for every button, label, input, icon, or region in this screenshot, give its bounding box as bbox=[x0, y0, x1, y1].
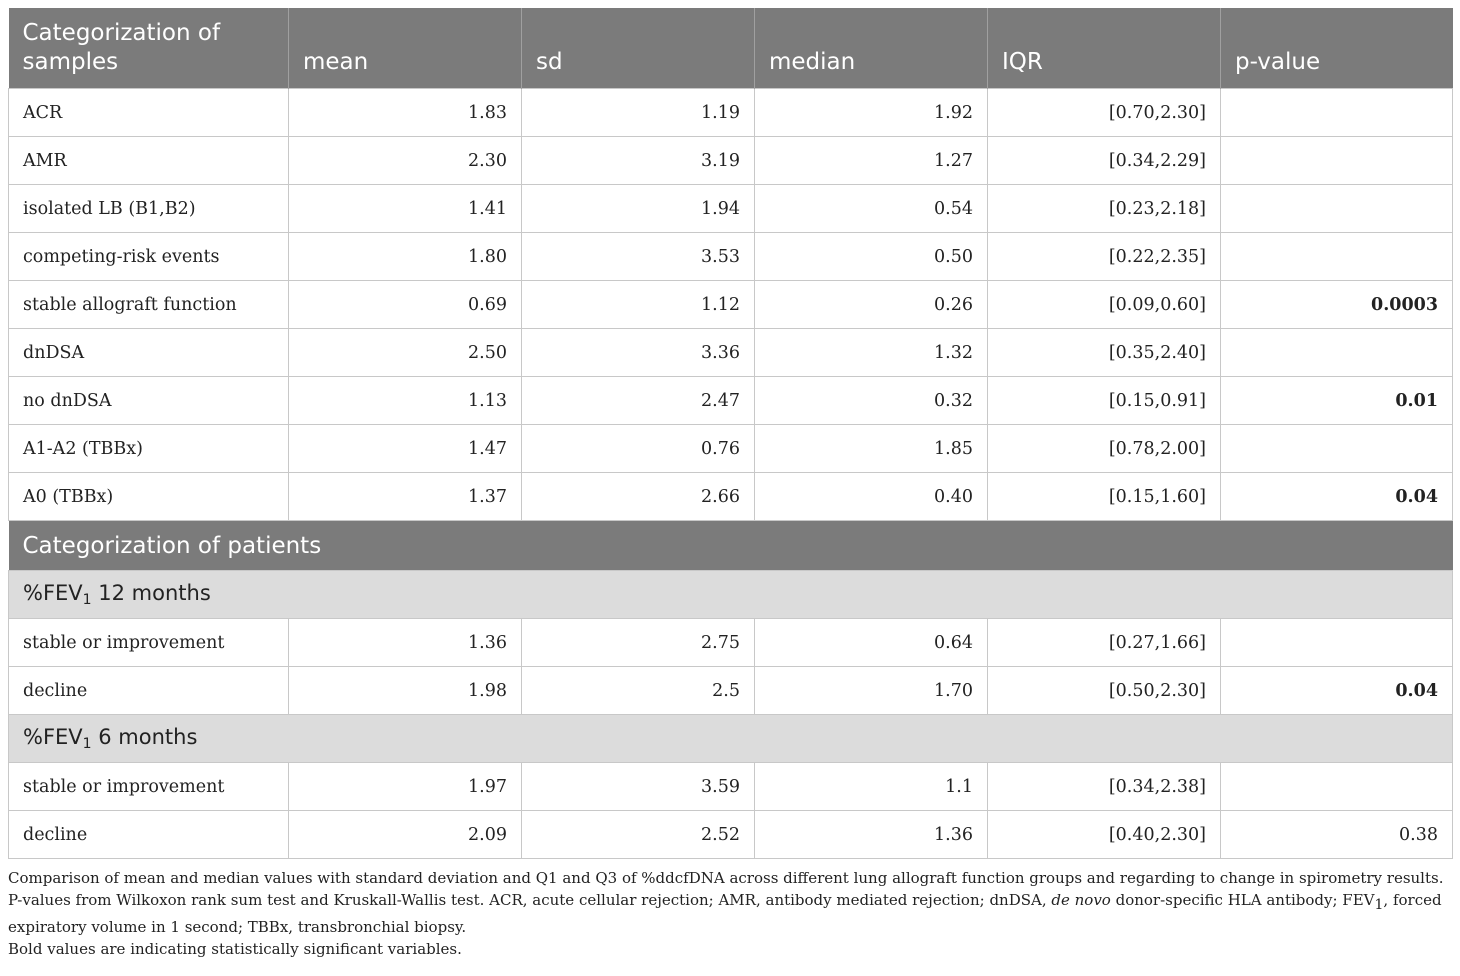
cell-label: stable or improvement bbox=[9, 763, 289, 811]
cell-iqr: [0.22,2.35] bbox=[988, 233, 1221, 281]
fev6-body bbox=[9, 763, 1453, 859]
cell-iqr: [0.35,2.40] bbox=[988, 329, 1221, 377]
cell-median: 1.32 bbox=[755, 329, 988, 377]
cell-label: A0 (TBBx) bbox=[9, 473, 289, 521]
cell-p bbox=[1221, 763, 1453, 811]
cell-sd: 1.12 bbox=[522, 281, 755, 329]
cell-iqr: [0.34,2.29] bbox=[988, 137, 1221, 185]
cell-label: competing-risk events bbox=[9, 233, 289, 281]
fev6-subheader-row bbox=[9, 715, 1453, 763]
cell-median: 0.54 bbox=[755, 185, 988, 233]
cell-label: dnDSA bbox=[9, 329, 289, 377]
cell-p bbox=[1221, 425, 1453, 473]
table-row bbox=[9, 811, 1453, 859]
cell-sd: 2.66 bbox=[522, 473, 755, 521]
cell-mean: 1.36 bbox=[289, 619, 522, 667]
cell-mean: 1.41 bbox=[289, 185, 522, 233]
cell-mean: 1.47 bbox=[289, 425, 522, 473]
cell-median: 0.50 bbox=[755, 233, 988, 281]
table-figure bbox=[8, 8, 1452, 960]
table-row bbox=[9, 667, 1453, 715]
cell-median: 1.85 bbox=[755, 425, 988, 473]
results-table bbox=[8, 8, 1453, 859]
header-categorization: Categorization of samples bbox=[9, 8, 289, 89]
header-p-value: p-value bbox=[1221, 8, 1453, 89]
cell-mean: 1.37 bbox=[289, 473, 522, 521]
cell-p: 0.04 bbox=[1221, 473, 1453, 521]
cell-mean: 1.13 bbox=[289, 377, 522, 425]
header-iqr: IQR bbox=[988, 8, 1221, 89]
cell-iqr: [0.40,2.30] bbox=[988, 811, 1221, 859]
cell-iqr: [0.78,2.00] bbox=[988, 425, 1221, 473]
cell-sd: 3.53 bbox=[522, 233, 755, 281]
table-row bbox=[9, 425, 1453, 473]
header-median: median bbox=[755, 8, 988, 89]
cell-mean: 1.98 bbox=[289, 667, 522, 715]
cell-label: ACR bbox=[9, 89, 289, 137]
cell-mean: 2.30 bbox=[289, 137, 522, 185]
header-mean: mean bbox=[289, 8, 522, 89]
cell-sd: 2.5 bbox=[522, 667, 755, 715]
cell-p bbox=[1221, 89, 1453, 137]
cell-iqr: [0.23,2.18] bbox=[988, 185, 1221, 233]
cell-sd: 3.19 bbox=[522, 137, 755, 185]
cell-sd: 2.75 bbox=[522, 619, 755, 667]
cell-label: stable allograft function bbox=[9, 281, 289, 329]
cell-median: 0.26 bbox=[755, 281, 988, 329]
caption-bold-note: Bold values are indicating statistically significant variables. bbox=[8, 940, 462, 958]
cell-p bbox=[1221, 619, 1453, 667]
cell-sd: 1.94 bbox=[522, 185, 755, 233]
header-sd: sd bbox=[522, 8, 755, 89]
patients-section-title: Categorization of patients bbox=[9, 521, 1453, 571]
cell-mean: 1.80 bbox=[289, 233, 522, 281]
patients-section-row bbox=[9, 521, 1453, 571]
cell-median: 1.1 bbox=[755, 763, 988, 811]
cell-iqr: [0.27,1.66] bbox=[988, 619, 1221, 667]
cell-p bbox=[1221, 185, 1453, 233]
table-row bbox=[9, 377, 1453, 425]
cell-p bbox=[1221, 137, 1453, 185]
fev12-body bbox=[9, 619, 1453, 715]
cell-label: AMR bbox=[9, 137, 289, 185]
cell-mean: 1.97 bbox=[289, 763, 522, 811]
cell-median: 0.32 bbox=[755, 377, 988, 425]
table-row bbox=[9, 619, 1453, 667]
cell-p bbox=[1221, 329, 1453, 377]
cell-iqr: [0.34,2.38] bbox=[988, 763, 1221, 811]
cell-mean: 2.50 bbox=[289, 329, 522, 377]
cell-median: 1.27 bbox=[755, 137, 988, 185]
cell-label: decline bbox=[9, 811, 289, 859]
header-row bbox=[9, 8, 1453, 89]
cell-sd: 2.52 bbox=[522, 811, 755, 859]
cell-mean: 0.69 bbox=[289, 281, 522, 329]
cell-sd: 1.19 bbox=[522, 89, 755, 137]
cell-label: decline bbox=[9, 667, 289, 715]
cell-median: 0.40 bbox=[755, 473, 988, 521]
table-row bbox=[9, 233, 1453, 281]
cell-sd: 3.59 bbox=[522, 763, 755, 811]
table-row bbox=[9, 329, 1453, 377]
caption-text: Comparison of mean and median values with standard deviation and Q1 and Q3 of %ddcfDNA across different lung allograft function groups and regarding to change in spirometry results. P-values from Wilkoxon rank sum test and Kruskall-Wallis test. ACR, acute cellular rejection; AMR, antibody mediated rejection; dnDSA, de novo donor-specific HLA antibody; $FEV_1$, forced expiratory volume in 1 second; TBBx, transbronchial biopsy. bbox=[8, 869, 1444, 936]
cell-median: 1.92 bbox=[755, 89, 988, 137]
cell-label: no dnDSA bbox=[9, 377, 289, 425]
table-row bbox=[9, 763, 1453, 811]
cell-sd: 0.76 bbox=[522, 425, 755, 473]
cell-iqr: [0.15,1.60] bbox=[988, 473, 1221, 521]
cell-label: A1-A2 (TBBx) bbox=[9, 425, 289, 473]
table-caption bbox=[8, 867, 1452, 960]
table-row bbox=[9, 137, 1453, 185]
cell-p: 0.04 bbox=[1221, 667, 1453, 715]
cell-p: 0.01 bbox=[1221, 377, 1453, 425]
cell-iqr: [0.15,0.91] bbox=[988, 377, 1221, 425]
cell-iqr: [0.50,2.30] bbox=[988, 667, 1221, 715]
table-row bbox=[9, 281, 1453, 329]
cell-median: 1.36 bbox=[755, 811, 988, 859]
fev12-subheader: $\%FEV_1$ 12 months bbox=[9, 571, 1453, 619]
cell-mean: 1.83 bbox=[289, 89, 522, 137]
cell-sd: 3.36 bbox=[522, 329, 755, 377]
cell-median: 0.64 bbox=[755, 619, 988, 667]
fev12-subheader-row bbox=[9, 571, 1453, 619]
cell-p: 0.0003 bbox=[1221, 281, 1453, 329]
table-row bbox=[9, 473, 1453, 521]
cell-mean: 2.09 bbox=[289, 811, 522, 859]
cell-iqr: [0.70,2.30] bbox=[988, 89, 1221, 137]
cell-median: 1.70 bbox=[755, 667, 988, 715]
table-row bbox=[9, 89, 1453, 137]
cell-sd: 2.47 bbox=[522, 377, 755, 425]
table-row bbox=[9, 185, 1453, 233]
cell-p bbox=[1221, 233, 1453, 281]
cell-label: stable or improvement bbox=[9, 619, 289, 667]
cell-iqr: [0.09,0.60] bbox=[988, 281, 1221, 329]
cell-label: isolated LB (B1,B2) bbox=[9, 185, 289, 233]
cell-p: 0.38 bbox=[1221, 811, 1453, 859]
samples-body bbox=[9, 89, 1453, 521]
fev6-subheader: $\%FEV_1$ 6 months bbox=[9, 715, 1453, 763]
